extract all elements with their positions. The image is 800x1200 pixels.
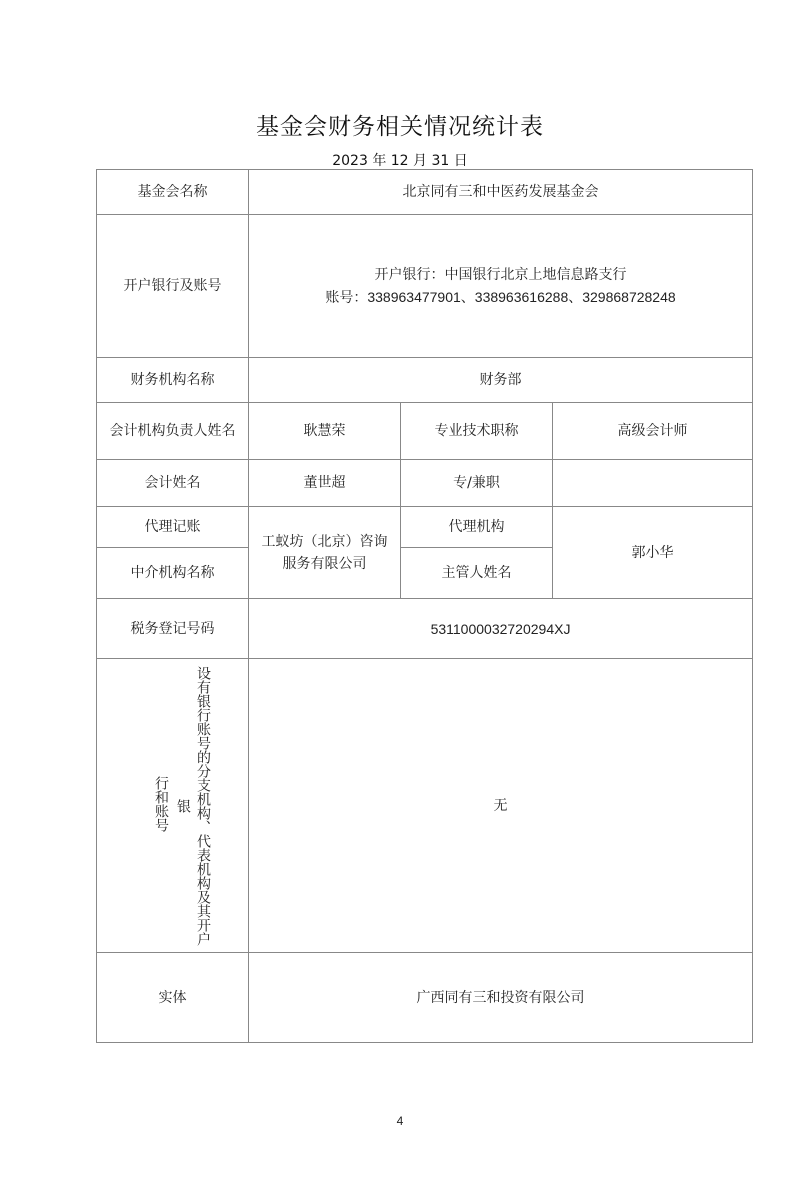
bank-name: 开户银行：中国银行北京上地信息路支行 [374,267,627,283]
finance-statistics-table [96,169,753,1043]
employment-type-value [553,460,753,507]
row-tax-registration [97,599,753,659]
professional-title-value: 高级会计师 [553,403,753,460]
branch-accounts-label-col2: 行和账号 [153,776,169,832]
agent-bookkeeping-label: 代理记账 [97,507,249,548]
foundation-name-label: 基金会名称 [97,170,249,215]
branch-accounts-value: 无 [249,659,753,953]
row-entity [97,953,753,1043]
branch-accounts-label [97,659,249,953]
account-numbers: 账号：338963477901、338963616288、329868728248 [325,289,676,305]
finance-dept-value: 财务部 [249,358,753,403]
row-branch-accounts [97,659,753,953]
row-bank-account [97,215,753,358]
finance-head-label: 会计机构负责人姓名 [97,403,249,460]
branch-accounts-label-col1: 设有银行账号的分支机构、代表机构及其开户银 [175,665,211,946]
entity-label: 实体 [97,953,249,1043]
vertical-label-wrap [97,659,248,952]
accountant-label: 会计姓名 [97,460,249,507]
finance-head-name: 耿慧荣 [249,403,401,460]
finance-dept-label: 财务机构名称 [97,358,249,403]
row-foundation-name [97,170,753,215]
intermediary-name-label: 中介机构名称 [97,548,249,599]
row-accountant [97,460,753,507]
entity-value: 广西同有三和投资有限公司 [249,953,753,1043]
agency-firm-name: 工蚁坊（北京）咨询服务有限公司 [249,507,401,599]
supervisor-label: 主管人姓名 [401,548,553,599]
foundation-name-value: 北京同有三和中医药发展基金会 [249,170,753,215]
bank-account-label: 开户银行及账号 [97,215,249,358]
row-finance-dept [97,358,753,403]
employment-type-label: 专/兼职 [401,460,553,507]
report-date: 2023 年 12 月 31 日 [332,153,468,169]
agency-label: 代理机构 [401,507,553,548]
page-number: 4 [396,1114,404,1128]
tax-registration-label: 税务登记号码 [97,599,249,659]
tax-registration-value: 5311000032720294XJ [249,599,753,659]
professional-title-label: 专业技术职称 [401,403,553,460]
page-title: 基金会财务相关情况统计表 [256,114,544,140]
bank-account-value [249,215,753,358]
row-finance-head [97,403,753,460]
accountant-name: 董世超 [249,460,401,507]
row-agent-bookkeeping [97,507,753,548]
supervisor-name: 郭小华 [553,507,753,599]
